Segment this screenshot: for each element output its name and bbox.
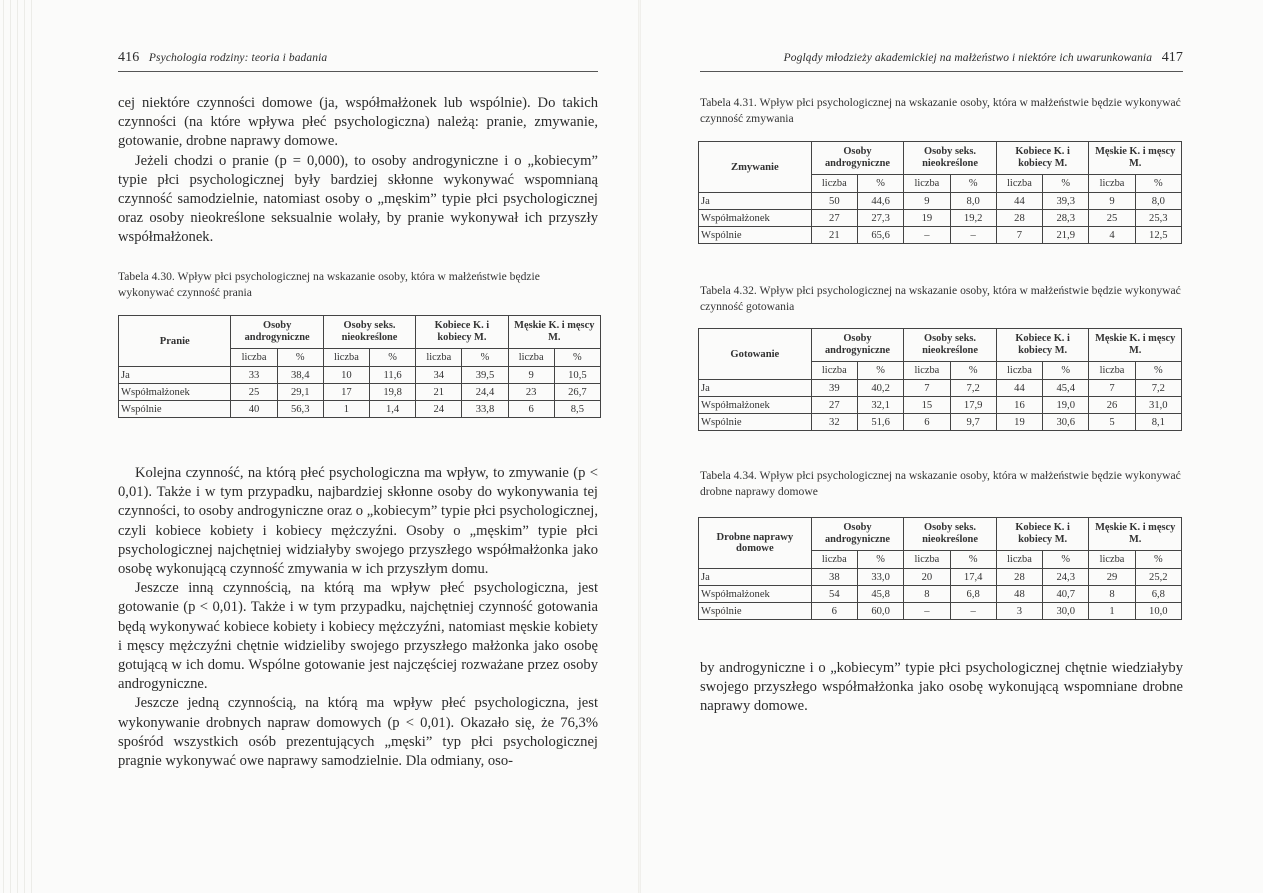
- table-cell: 9: [508, 367, 554, 384]
- table-cell: 32,1: [857, 397, 903, 414]
- table-cell: 38: [811, 569, 857, 586]
- subheader-cell: liczba: [996, 175, 1042, 193]
- table-cell: 17: [323, 384, 369, 401]
- subheader-cell: %: [950, 362, 996, 380]
- table-cell: 33,0: [857, 569, 903, 586]
- subheader-cell: %: [1043, 175, 1089, 193]
- row-label: Współmałżonek: [699, 210, 812, 227]
- row-label: Wspólnie: [699, 603, 812, 620]
- group-header: Kobiece K. i kobiecy M.: [996, 142, 1089, 175]
- table-cell: 27: [811, 210, 857, 227]
- table-cell: 17,9: [950, 397, 996, 414]
- table-cell: 4: [1089, 227, 1135, 244]
- group-header: Męskie K. i męscy M.: [1089, 518, 1182, 551]
- left-paragraphs-top: [118, 94, 598, 248]
- row-label: Ja: [119, 367, 231, 384]
- subheader-cell: %: [1135, 551, 1181, 569]
- group-header: Osoby seks. nieokreślone: [323, 316, 415, 349]
- table-cell: 15: [904, 397, 950, 414]
- subheader-cell: %: [1043, 551, 1089, 569]
- row-label: Ja: [699, 380, 812, 397]
- table-cell: 25,2: [1135, 569, 1181, 586]
- table-cell: 50: [811, 193, 857, 210]
- paragraph: by androgyniczne i o „kobiecym” typie płci psychologicznej chętnie wiedziałyby swojego przyszłego współmałżonka jako osobę wykonującą wspomniane drobne naprawy domowe.: [700, 660, 1183, 715]
- subheader-cell: liczba: [811, 551, 857, 569]
- table-cell: 40,2: [857, 380, 903, 397]
- table-cell: 24: [416, 401, 462, 418]
- paragraph: Jeszcze inną czynnością, na którą ma wpływ płeć psychologiczna, jest gotowanie (p < 0,01). Także i w tym przypadku, najchętniej czynność gotowania będą wykonywać kobiece kobiety i kobiecy mężczyźni, natomiast męskie kobiety i męscy mężczyźni chętnie widzieliby swojego przyszłego małżonka jako osobę gotującą w ich domu. Wspólne gotowanie jest najczęściej rozważane przez osoby androgyniczne.: [118, 580, 598, 693]
- table-header-row: [699, 329, 1182, 362]
- table-cell: 17,4: [950, 569, 996, 586]
- subheader-cell: %: [370, 349, 416, 367]
- subheader-cell: liczba: [508, 349, 554, 367]
- table-cell: 54: [811, 586, 857, 603]
- group-header: Osoby seks. nieokreślone: [904, 142, 997, 175]
- table-header-row: [119, 316, 601, 349]
- table-cell: 9: [904, 193, 950, 210]
- table-row: [699, 586, 1182, 603]
- table-cell: –: [950, 603, 996, 620]
- table-row: [699, 193, 1182, 210]
- table-cell: 32: [811, 414, 857, 431]
- subheader-cell: %: [1135, 362, 1181, 380]
- table-cell: 8,5: [554, 401, 600, 418]
- table-cell: 7: [1089, 380, 1135, 397]
- table-cell: 31,0: [1135, 397, 1181, 414]
- subheader-cell: liczba: [996, 551, 1042, 569]
- group-header: Osoby seks. nieokreślone: [904, 518, 997, 551]
- subheader-cell: liczba: [1089, 362, 1135, 380]
- table-cell: 38,4: [277, 367, 323, 384]
- subheader-cell: liczba: [811, 362, 857, 380]
- group-header: Osoby androgyniczne: [811, 142, 904, 175]
- table-cell: 26,7: [554, 384, 600, 401]
- group-header: Osoby androgyniczne: [811, 329, 904, 362]
- table-row: [119, 401, 601, 418]
- table-cell: 56,3: [277, 401, 323, 418]
- subheader-cell: %: [857, 362, 903, 380]
- row-label: Ja: [699, 193, 812, 210]
- subheader-cell: %: [1043, 362, 1089, 380]
- table-cell: 8: [904, 586, 950, 603]
- left-running-title: Psychologia rodziny: teoria i badania: [148, 52, 328, 64]
- table-cell: –: [904, 603, 950, 620]
- row-label: Współmałżonek: [699, 586, 812, 603]
- paragraph: Jeżeli chodzi o pranie (p = 0,000), to osoby androgyniczne i o „kobiecym” typie płci psychologicznej były bardziej skłonne wykonywać wspomnianą czynność samodzielnie, natomiast osoby o „męskim” typie płci psychologicznej oraz osoby nieokreślone seksualnie wolały, by pranie wykonywał ich przyszły współmałżonek.: [118, 152, 598, 246]
- table-cell: 6: [904, 414, 950, 431]
- table-row: [119, 384, 601, 401]
- table-cell: 33: [231, 367, 277, 384]
- table-cell: 44: [996, 193, 1042, 210]
- table-cell: 25: [231, 384, 277, 401]
- left-page-number: 416: [118, 50, 140, 65]
- row-label: Wspólnie: [699, 227, 812, 244]
- group-header: Osoby androgyniczne: [231, 316, 323, 349]
- left-running-head: [118, 50, 327, 66]
- paragraph: cej niektóre czynności domowe (ja, współmałżonek lub wspólnie). Do takich czynności (na które wpływa płeć psychologiczna) należą: pranie, zmywanie, gotowanie, drobne naprawy domowe.: [118, 95, 598, 150]
- table-cell: 21: [416, 384, 462, 401]
- group-header: Kobiece K. i kobiecy M.: [996, 329, 1089, 362]
- group-header: Kobiece K. i kobiecy M.: [416, 316, 508, 349]
- subheader-cell: liczba: [811, 175, 857, 193]
- table-cell: 26: [1089, 397, 1135, 414]
- left-paragraphs-bottom: [118, 464, 598, 771]
- table-header-row: [699, 518, 1182, 551]
- table-cell: 21: [811, 227, 857, 244]
- table-cell: 10: [323, 367, 369, 384]
- table-cell: 19,2: [950, 210, 996, 227]
- subheader-cell: %: [857, 551, 903, 569]
- table-row: [119, 367, 601, 384]
- table-cell: 8,0: [1135, 193, 1181, 210]
- row-label: Ja: [699, 569, 812, 586]
- table-cell: 24,3: [1043, 569, 1089, 586]
- table-cell: 21,9: [1043, 227, 1089, 244]
- table-cell: 44: [996, 380, 1042, 397]
- table-cell: 19,0: [1043, 397, 1089, 414]
- table-cell: 8,0: [950, 193, 996, 210]
- table-cell: 7: [904, 380, 950, 397]
- table-cell: 7,2: [1135, 380, 1181, 397]
- table-cell: 40,7: [1043, 586, 1089, 603]
- table-cell: 25: [1089, 210, 1135, 227]
- table-header-row: [699, 142, 1182, 175]
- table-cell: 19: [996, 414, 1042, 431]
- table-cell: 34: [416, 367, 462, 384]
- subheader-cell: liczba: [1089, 551, 1135, 569]
- row-label: Wspólnie: [119, 401, 231, 418]
- table-430: [118, 315, 601, 418]
- table-cell: 12,5: [1135, 227, 1181, 244]
- table-row: [699, 380, 1182, 397]
- table-cell: 48: [996, 586, 1042, 603]
- table-cell: 8: [1089, 586, 1135, 603]
- subheader-cell: liczba: [904, 362, 950, 380]
- subheader-cell: liczba: [996, 362, 1042, 380]
- table-cell: 24,4: [462, 384, 508, 401]
- table-432: [698, 328, 1182, 431]
- table-cell: 19: [904, 210, 950, 227]
- right-running-head: [784, 50, 1183, 66]
- table-cell: 29,1: [277, 384, 323, 401]
- table-row-header: Gotowanie: [699, 329, 812, 380]
- right-header-rule: [700, 71, 1183, 72]
- right-paragraph-end: [700, 659, 1183, 717]
- table-cell: 20: [904, 569, 950, 586]
- table-cell: 45,4: [1043, 380, 1089, 397]
- paragraph: Jeszcze jedną czynnością, na którą ma wpływ płeć psychologiczna, jest wykonywanie drobnych napraw domowych (p < 0,01). Okazało się, że 76,3% spośród wszystkich osób prezentujących „męski” typ płci psychologicznej pragnie wykonywać owe naprawy samodzielnie. Dla odmiany, oso-: [118, 695, 598, 770]
- table-cell: 23: [508, 384, 554, 401]
- table-row: [699, 414, 1182, 431]
- table-cell: 6: [811, 603, 857, 620]
- right-running-title: Poglądy młodzieży akademickiej na małżeństwo i niektóre ich uwarunkowania: [783, 52, 1153, 64]
- table-cell: 39,3: [1043, 193, 1089, 210]
- table-431: [698, 141, 1182, 244]
- table-cell: 33,8: [462, 401, 508, 418]
- table-row: [699, 603, 1182, 620]
- table-cell: 9: [1089, 193, 1135, 210]
- left-header-rule: [118, 71, 598, 72]
- row-label: Współmałżonek: [119, 384, 231, 401]
- table-cell: 51,6: [857, 414, 903, 431]
- subheader-cell: liczba: [231, 349, 277, 367]
- table-cell: 45,8: [857, 586, 903, 603]
- paragraph: Kolejna czynność, na którą płeć psychologiczna ma wpływ, to zmywanie (p < 0,01). Także i w tym przypadku, najbardziej skłonne osoby do wykonywania tej czynności, to osoby androgyniczne oraz o „kobiecym” typie płci psychologicznej, czyli kobiece kobiety i kobiecy mężczyźni. Osoby o „męskim” typie płci psychologicznej najchętniej widziałyby swojego przyszłego współmałżonka jako osobę wykonującą czynność zmywania w ich przyszłym domu.: [118, 465, 598, 578]
- table-row: [699, 569, 1182, 586]
- subheader-cell: %: [554, 349, 600, 367]
- table-cell: 40: [231, 401, 277, 418]
- table-cell: 28: [996, 210, 1042, 227]
- table-cell: 11,6: [370, 367, 416, 384]
- table-cell: 65,6: [857, 227, 903, 244]
- table-cell: 7: [996, 227, 1042, 244]
- table-cell: 7,2: [950, 380, 996, 397]
- subheader-cell: %: [950, 175, 996, 193]
- table-cell: 39,5: [462, 367, 508, 384]
- group-header: Osoby androgyniczne: [811, 518, 904, 551]
- table-cell: 3: [996, 603, 1042, 620]
- table-cell: 1,4: [370, 401, 416, 418]
- table-430-caption: Tabela 4.30. Wpływ płci psychologicznej na wskazanie osoby, która w małżeństwie będzie wykonywać czynność prania: [118, 270, 540, 299]
- subheader-cell: liczba: [904, 175, 950, 193]
- group-header: Męskie K. i męscy M.: [508, 316, 600, 349]
- table-cell: 60,0: [857, 603, 903, 620]
- table-434: [698, 517, 1182, 620]
- table-cell: 29: [1089, 569, 1135, 586]
- table-cell: 8,1: [1135, 414, 1181, 431]
- subheader-cell: liczba: [904, 551, 950, 569]
- subheader-cell: %: [857, 175, 903, 193]
- table-row: [699, 397, 1182, 414]
- table-cell: 28: [996, 569, 1042, 586]
- table-cell: 1: [323, 401, 369, 418]
- table-cell: 1: [1089, 603, 1135, 620]
- table-row-header: Drobne naprawy domowe: [699, 518, 812, 569]
- table-cell: 19,8: [370, 384, 416, 401]
- table-cell: 6,8: [1135, 586, 1181, 603]
- table-432-caption: Tabela 4.32. Wpływ płci psychologicznej na wskazanie osoby, która w małżeństwie będzie wykonywać czynność gotowania: [700, 284, 1181, 313]
- table-cell: –: [950, 227, 996, 244]
- table-cell: 30,6: [1043, 414, 1089, 431]
- table-cell: 9,7: [950, 414, 996, 431]
- table-cell: 27,3: [857, 210, 903, 227]
- table-cell: 28,3: [1043, 210, 1089, 227]
- subheader-cell: liczba: [416, 349, 462, 367]
- subheader-cell: %: [462, 349, 508, 367]
- table-row: [699, 210, 1182, 227]
- table-cell: 25,3: [1135, 210, 1181, 227]
- table-cell: 44,6: [857, 193, 903, 210]
- row-label: Wspólnie: [699, 414, 812, 431]
- subheader-cell: %: [1135, 175, 1181, 193]
- table-cell: 10,5: [554, 367, 600, 384]
- table-cell: 5: [1089, 414, 1135, 431]
- right-page-number: 417: [1161, 50, 1183, 65]
- table-row-header: Pranie: [119, 316, 231, 367]
- table-cell: 16: [996, 397, 1042, 414]
- table-cell: 6,8: [950, 586, 996, 603]
- subheader-cell: liczba: [323, 349, 369, 367]
- table-cell: 10,0: [1135, 603, 1181, 620]
- row-label: Współmałżonek: [699, 397, 812, 414]
- group-header: Osoby seks. nieokreślone: [904, 329, 997, 362]
- table-cell: 27: [811, 397, 857, 414]
- subheader-cell: liczba: [1089, 175, 1135, 193]
- table-cell: 30,0: [1043, 603, 1089, 620]
- table-431-caption: Tabela 4.31. Wpływ płci psychologicznej na wskazanie osoby, która w małżeństwie będzie wykonywać czynność zmywania: [700, 96, 1181, 125]
- group-header: Męskie K. i męscy M.: [1089, 142, 1182, 175]
- right-page: [640, 0, 1263, 893]
- table-row: [699, 227, 1182, 244]
- group-header: Kobiece K. i kobiecy M.: [996, 518, 1089, 551]
- table-cell: 39: [811, 380, 857, 397]
- table-row-header: Zmywanie: [699, 142, 812, 193]
- subheader-cell: %: [950, 551, 996, 569]
- table-cell: –: [904, 227, 950, 244]
- group-header: Męskie K. i męscy M.: [1089, 329, 1182, 362]
- table-434-caption: Tabela 4.34. Wpływ płci psychologicznej na wskazanie osoby, która w małżeństwie będzie wykonywać drobne naprawy domowe: [700, 469, 1181, 498]
- subheader-cell: %: [277, 349, 323, 367]
- table-cell: 6: [508, 401, 554, 418]
